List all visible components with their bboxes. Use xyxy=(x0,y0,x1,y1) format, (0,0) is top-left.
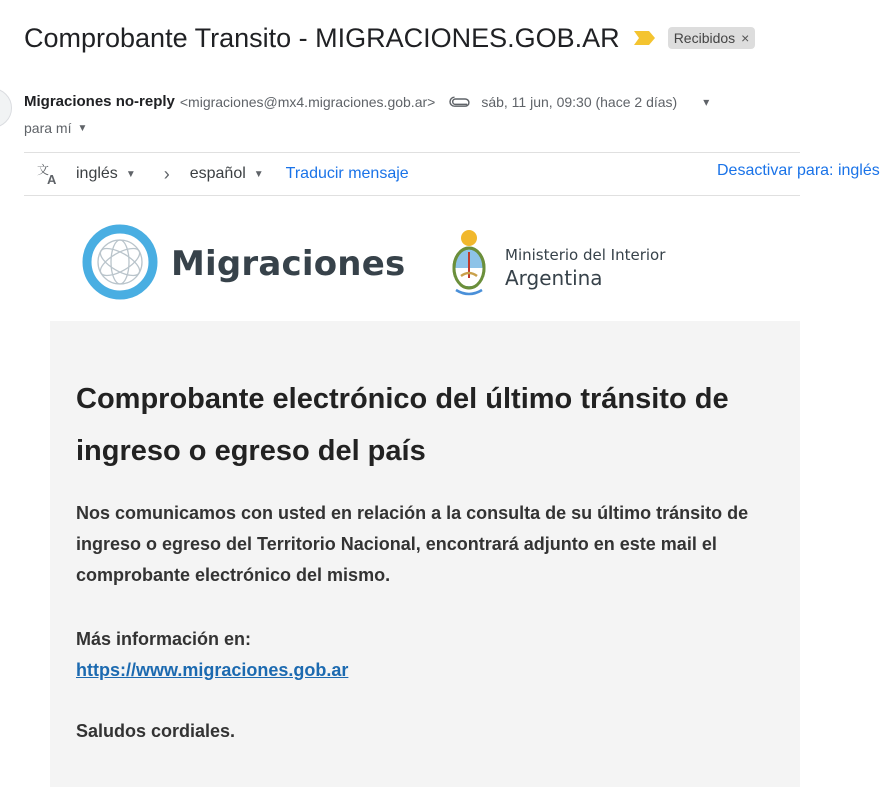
recipient-label: para mí xyxy=(24,120,72,136)
chevron-right-icon: › xyxy=(163,163,170,184)
source-language-label: inglés xyxy=(76,165,118,182)
translate-icon xyxy=(36,162,62,186)
message-heading: Comprobante electrónico del último tránsito de ingreso o egreso del país xyxy=(76,383,729,467)
globe-logo-icon xyxy=(82,224,158,300)
label-chip-text: Recibidos xyxy=(673,30,736,46)
more-info-label: Más información en: xyxy=(76,629,252,649)
reply-menu-icon[interactable]: ▾ xyxy=(703,94,710,109)
sender-email: <migraciones@mx4.migraciones.gob.ar> xyxy=(179,93,436,110)
importance-marker-icon[interactable] xyxy=(634,31,656,45)
translate-bar xyxy=(24,152,880,196)
deactivate-translation-link[interactable]: Desactivar para: inglés xyxy=(717,162,880,179)
sender-name[interactable]: Migraciones no-reply xyxy=(24,93,175,110)
svg-text:文: 文 xyxy=(37,163,50,177)
sender-row xyxy=(24,93,800,110)
paperclip-icon xyxy=(449,96,471,108)
target-language-label: español xyxy=(189,165,246,182)
remove-label-icon[interactable]: × xyxy=(741,30,750,46)
email-date: sáb, 11 jun, 09:30 (hace 2 días) xyxy=(481,93,678,110)
source-language-select[interactable] xyxy=(76,165,136,183)
header-logos xyxy=(82,224,800,304)
recipient-details-icon[interactable]: ▼ xyxy=(77,122,88,134)
target-language-select[interactable] xyxy=(190,165,264,183)
email-subject: Comprobante Transito - MIGRACIONES.GOB.AR xyxy=(24,23,620,53)
svg-text:A: A xyxy=(47,172,57,187)
sender-avatar[interactable] xyxy=(0,88,12,128)
message-panel xyxy=(50,321,800,787)
ministry-name: Ministerio del Interior xyxy=(505,246,666,264)
argentina-coat-of-arms-icon xyxy=(444,226,494,302)
migraciones-website-link[interactable]: https://www.migraciones.gob.ar xyxy=(76,660,349,680)
subject-row xyxy=(24,18,800,58)
migraciones-logo-text: Migraciones xyxy=(171,244,406,284)
chevron-down-icon: ▼ xyxy=(125,168,136,180)
ministry-country: Argentina xyxy=(505,266,603,290)
closing-text: Saludos cordiales. xyxy=(76,721,236,741)
message-body: Nos comunicamos con usted en relación a la consulta de su último tránsito de ingreso o egreso del Territorio Nacional, encontrará adjunto en este mail el comprobante electrónico del mismo. xyxy=(76,503,749,585)
translate-message-link[interactable]: Traducir mensaje xyxy=(285,165,409,182)
recipient-row[interactable] xyxy=(24,120,87,136)
label-chip-inbox xyxy=(668,27,756,49)
chevron-down-icon: ▼ xyxy=(253,168,264,180)
